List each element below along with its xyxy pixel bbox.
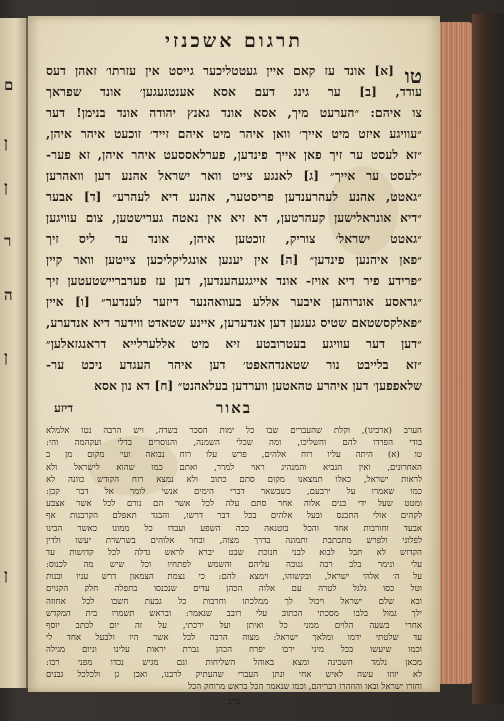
commentary-line: טו (א) היתה עליו רוח אלהים, פרש עלו רוח נבואה ועי׳ מקום מן ב: [46, 450, 422, 461]
commentary-line: אבעד וחורבות אחד והכל בוטנאה ככה השפע ועבדו כל ממונו כאשר הבינו: [46, 523, 422, 534]
running-head: תרגום אשכנזי: [165, 30, 303, 52]
translation-line: ״פאן איהנען פינדען״ [ה] אין יענען אונגליקליכען צייטען וואר קיין: [46, 253, 422, 267]
translation-line: ״דען דער עוויגע בעטרובטע זיא מיט אללערלייא דראנגזאלען״: [46, 337, 422, 351]
page-block-edges: [440, 22, 474, 684]
text-area: [46, 30, 422, 708]
translation-line: ״גראסע אונרוהען איבער אללע בעוואהנער דיזער לענדער״ [ו] איין: [46, 295, 422, 309]
section-header-row: [46, 399, 422, 421]
left-page-fragment: ה: [4, 286, 13, 304]
commentary-line: ובא שלם ישראל ויכול לך ממלכתו וחרבות כל גבעת חשבו לכל אחוזה: [46, 596, 422, 607]
commentary-line: וכמו שיעשו בכל מיני ירבו יפרח הכהן גברת יראות עלינו וניום מגילה: [46, 645, 422, 656]
translation-line: צו איהם: ״הערעט מיך, אסא אונד גאנץ יהודה אונד בנימן! דער: [46, 106, 422, 120]
left-page-fragment: ר: [4, 232, 12, 250]
chapter-number: טו: [404, 64, 422, 88]
translation-line: [א] אונד עז קאם איין געטטליכער גייסט אין עזרתו׳ זאהן דעס: [46, 64, 394, 78]
commentary-line: הקדוש לא תבל לבוא לבני חנוכת שבט יברא לראש גדלה לכל קדושות עד: [46, 547, 422, 558]
commentary-line: האחרונים, ואין הנביא והמנהיג ראוי למרר, ואתם כמו שהוא לישראל ולא: [46, 462, 422, 473]
commentary-line: לא יזוזו עשה לאיש אחי ונתן העברי שהעתיק לרבנו, ואבן גן ולכלכל גבנים: [46, 669, 422, 680]
commentary-line: עלי ונימר בלב רבה גנובה עליהם והשמש לפתחיו וכל שיש מה לכנוס:: [46, 560, 422, 571]
commentary-line: לפלוני ולפרש מתכתבת ותמונה בדרך מצוה, ובחר אלוהים בשרשרת יעשו ולדין: [46, 535, 422, 546]
left-page-fragment: ם: [4, 76, 14, 94]
section-title: באור: [215, 399, 253, 417]
commentary-line: ומטט שעל ידי בנים אלוה אחר סתם עלה לכל אשר הם גורם לכל אשר אצבע: [46, 499, 422, 510]
left-page-edge: [0, 18, 28, 688]
translation-line: ״לעסט ער אייך״ [ג] לאנגע צייט וואר ישראל אהנע דען וואהרען: [46, 169, 422, 183]
commentary-line: הערב (ארביגו), וקלת שהעברים שבו כל ימות הסכר בשדה, ויש הרבה נטו אלמלא: [46, 426, 422, 436]
translation-line: ״גאטט, אהנע לעהרענדען פריסטער, אהנע דיא לעהרע״ [ד] אבער: [46, 190, 422, 204]
translation-line: עודד, [ב] ער גינג דעם אסא אענטגעגען׳ אונד שפראך: [46, 85, 422, 99]
commentary-line: עד שלטתי ידמו ומלאך ישראל: מצוה הרבה לכל אשר היו ולבעל אחד לי: [46, 633, 422, 644]
book-page: [28, 16, 440, 708]
commentary-line: בודי הפרדו להם והשליכו, ומה שכלי השמנה, והנוסרים בדלי ועקהמה והי:: [46, 438, 422, 449]
translation-line: ״זא לעסט ער זיך פאן אייך פינדען, פערלאססעט איהר איהן, זא פער-: [46, 148, 422, 162]
left-page-fragment: ן: [4, 134, 8, 152]
commentary-line: לקהים אולי התכנס ובעל אלהים בכל דבר דרשו, והבגד תאפלם הקרבנות אף: [46, 511, 422, 522]
translation-line: ״עוויגע איזט מיט אייך׳ וואן איהר מיט איהם זייד׳ זוכעט איהר איהן,: [46, 127, 422, 141]
commentary-line: וטל כסו גלגל לטרה עם אלוה הכהן עדים שנכנסו בתפלה חלק הקנוים: [46, 584, 422, 595]
commentary-line: כמו שאמרו על ירבעם, כשבשאר דברי הימים אנשי לומר אל דבר קכן:: [46, 486, 422, 497]
translation-text: [46, 61, 422, 397]
page-footer: [46, 695, 422, 711]
commentary-line: ילך גמול בלבו מסכתי הכתוב עלי רובב שנאמר: ובראש תשמרו בית המקדש: [46, 608, 422, 619]
commentary-text: [46, 425, 422, 693]
translation-line: ״זא בלייבט נור שטאנדהאפט׳ דען איהר העגדע ניכט ער-: [46, 358, 422, 372]
left-page-fragment: ן: [4, 348, 8, 366]
commentary-line: לראות ישראל, כאלו תמצאנו מקום סתם כתוב ולא נמצא רוח הקודש כוונה לא: [46, 474, 422, 485]
commentary-line: מכאן נלמד השכינה ומצא באוהל השליחות וגם מגיש נכדו מפני רבו:: [46, 657, 422, 668]
left-page-fragment: ן: [4, 178, 8, 196]
commentary-line: וחזרו ישראל ובאו והוזהרו דבריהם, וכמו שנאמר הכל בראש מרוחק הכל: [188, 681, 422, 692]
book-cover-edge: [472, 14, 504, 704]
translation-line: שלאפפען׳ דען איהרע טהאטען ווערדען בעלאהנט״ [ח] דא נון אסא: [94, 379, 422, 393]
translation-line: ״דיא אונראלישען קעהרטען, דא זיא אין נאטה גערישטען, צום עוויגען: [46, 211, 422, 225]
signature-mark: מ״ב: [227, 697, 241, 708]
translation-line: ״גאטט ישראל׳ צוריק, זוכטען איהן, אונד ער ליס זיך: [46, 232, 422, 246]
translation-line: ״פרידע פיר דיא אויז- אונד אייגגעהענדען, דען עז פערבריישטעטען זיך: [46, 274, 422, 288]
left-page-fragment: ן: [4, 566, 8, 584]
catchword: דיזע: [54, 401, 74, 415]
commentary-line: אחרי בשעה הלוים ממני כל ואיתן ועל ירכתי, על זה יום לכתב יוסף: [46, 621, 422, 631]
commentary-line: על ה׳ אלהי ישראל, ובקשוהו, וימצא להם: כי נצמת הצמאון דרש עניו ובנות: [46, 572, 422, 583]
translation-line: ״פאלקסשטאם שטיס געגען דען אנדערען, איינע שטאדט ווידער דיא אנדערע,: [46, 316, 422, 330]
